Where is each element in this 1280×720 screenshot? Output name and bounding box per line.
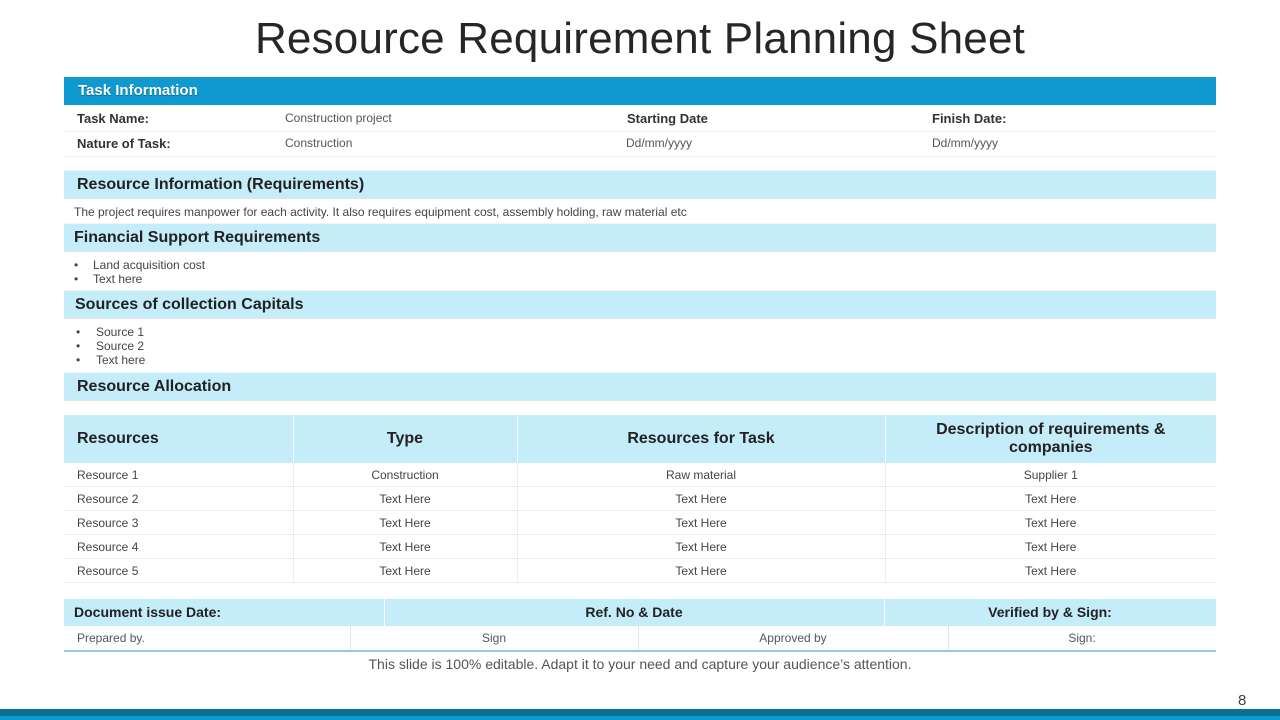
task-row-1 [64,106,1216,132]
table-cell[interactable]: Text Here [885,511,1216,535]
resource-allocation-header: Resource Allocation [64,372,1216,401]
nature-of-task-label: Nature of Task: [77,136,171,151]
table-row [64,511,1216,535]
table-cell[interactable]: Text Here [293,511,517,535]
resource-information-text[interactable]: The project requires manpower for each activity. It also requires equipment cost, assembly holding, raw material etc [74,205,687,219]
task-information-header: Task Information [64,77,1216,105]
table-cell[interactable]: Resource 1 [64,463,293,487]
nature-of-task-value[interactable]: Construction [285,136,353,150]
table-cell[interactable]: Text Here [885,487,1216,511]
prepared-by-field[interactable]: Prepared by. [77,631,145,645]
table-cell[interactable]: Raw material [517,463,885,487]
list-item[interactable]: • Source 1 [76,325,145,339]
table-cell[interactable]: Text Here [517,535,885,559]
table-cell[interactable]: Construction [293,463,517,487]
list-item[interactable]: • Text here [74,272,205,286]
table-cell[interactable]: Text Here [517,511,885,535]
table-cell[interactable]: Text Here [293,535,517,559]
resource-allocation-table [64,415,1216,583]
table-cell[interactable]: Resource 3 [64,511,293,535]
table-cell[interactable]: Text Here [885,559,1216,583]
table-header-row [64,415,1216,463]
finish-date-label: Finish Date: [932,111,1007,126]
document-issue-date-label: Document issue Date: [74,604,222,620]
sign-field[interactable]: Sign [481,631,507,645]
list-item[interactable]: • Text here [76,353,145,367]
table-cell[interactable]: Resource 2 [64,487,293,511]
table-cell[interactable]: Resource 5 [64,559,293,583]
task-name-value[interactable]: Construction project [285,111,392,125]
sources-list [76,325,145,367]
approved-by-field[interactable]: Approved by [759,631,827,645]
column-header-resources-for-task: Resources for Task [517,415,885,463]
ref-no-date-label: Ref. No & Date [585,604,683,620]
finish-date-value[interactable]: Dd/mm/yyyy [932,136,998,150]
list-item[interactable]: • Land acquisition cost [74,258,205,272]
table-cell[interactable]: Text Here [293,487,517,511]
financial-support-list [74,258,205,286]
table-cell[interactable]: Text Here [517,487,885,511]
column-header-type: Type [293,415,517,463]
footer-note: This slide is 100% editable. Adapt it to your need and capture your audience’s attention. [368,656,912,672]
document-signature-row [64,626,1216,652]
bottom-band [0,709,1280,716]
page-number: 8 [1238,692,1247,709]
sources-header: Sources of collection Capitals [64,290,1216,319]
starting-date-label: Starting Date [627,111,708,126]
page-title: Resource Requirement Planning Sheet [254,14,1026,63]
document-issue-bar [64,599,1216,626]
task-row-2 [64,131,1216,157]
column-header-description [885,415,1216,463]
sign-field-2[interactable]: Sign: [1068,631,1096,645]
table-row [64,463,1216,487]
resource-information-header: Resource Information (Requirements) [64,170,1216,199]
starting-date-value[interactable]: Dd/mm/yyyy [626,136,692,150]
table-cell[interactable]: Text Here [517,559,885,583]
description-header-text: Description of requirements & companies [936,421,1166,456]
table-row [64,487,1216,511]
list-item[interactable]: • Source 2 [76,339,145,353]
verified-by-sign-label: Verified by & Sign: [988,604,1112,620]
table-row [64,559,1216,583]
financial-support-header: Financial Support Requirements [64,223,1216,252]
table-cell[interactable]: Text Here [885,535,1216,559]
column-header-resources: Resources [64,415,293,463]
table-cell[interactable]: Resource 4 [64,535,293,559]
table-cell[interactable]: Text Here [293,559,517,583]
table-row [64,535,1216,559]
table-cell[interactable]: Supplier 1 [885,463,1216,487]
bottom-band-accent [0,716,1280,720]
task-name-label: Task Name: [77,111,150,126]
